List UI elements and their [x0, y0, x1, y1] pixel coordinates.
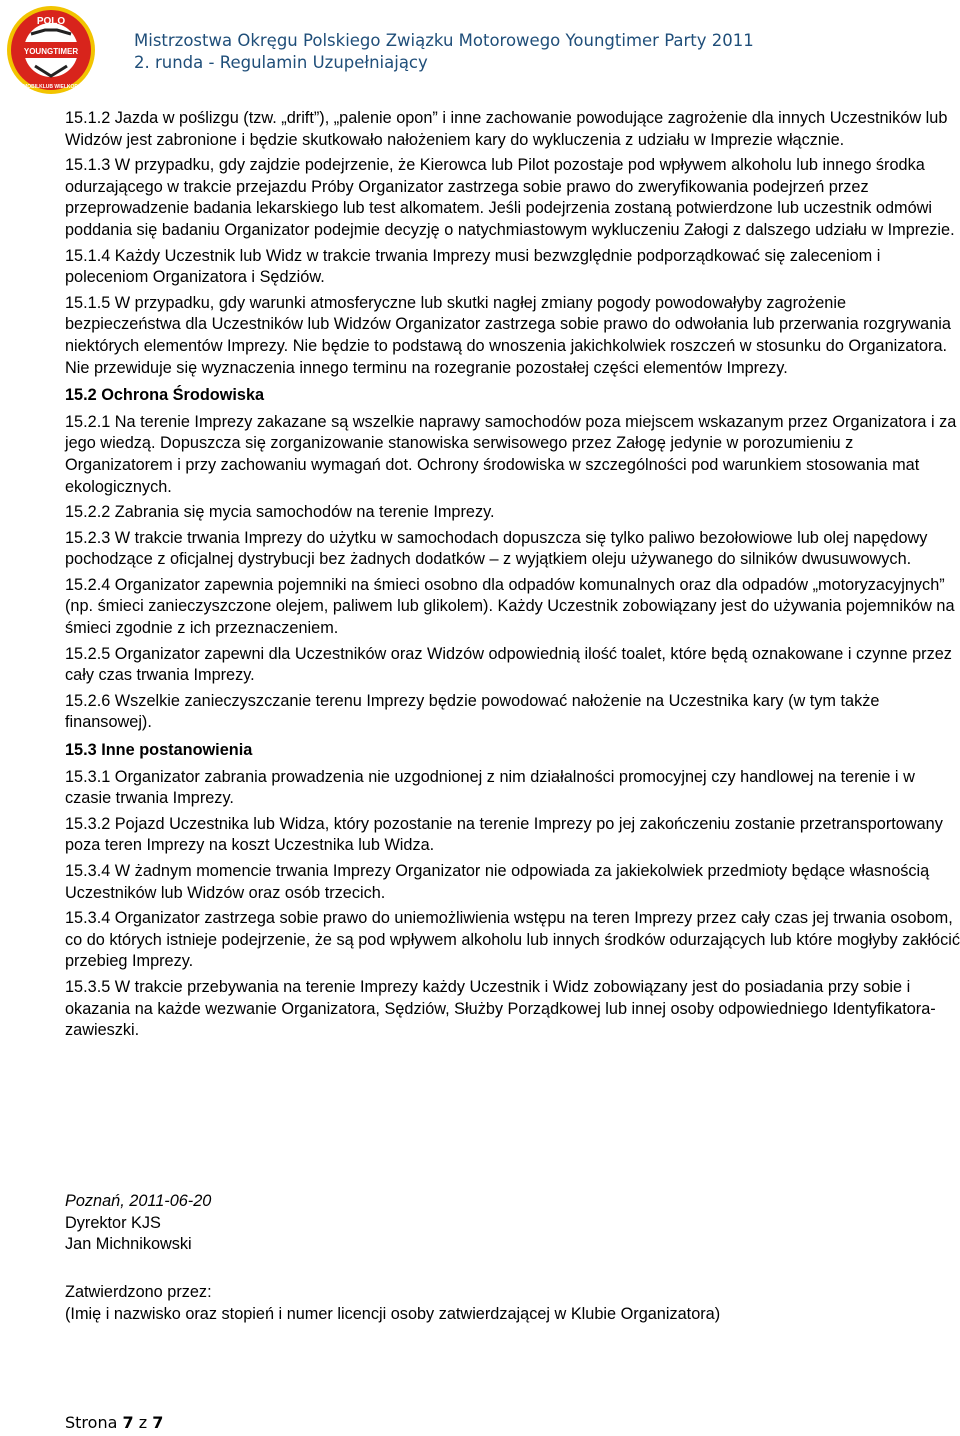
paragraph-15-2-6: 15.2.6 Wszelkie zanieczyszczanie terenu Imprezy będzie powodować nałożenie na Uczestnika kary (w tym także finansowej).	[65, 691, 880, 732]
page-footer	[65, 1413, 163, 1432]
paragraph-15-2-3: 15.2.3 W trakcie trwania Imprezy do użytku w samochodach dopuszcza się tylko paliwo bezołowiowe lub olej napędowy pochodzące z oficjalnej dystrybucji bez żadnych dodatków – z wyjątkiem oleju używanego do silników dwusuwowych.	[65, 528, 928, 569]
approval-text: (Imię i nazwisko oraz stopień i numer licencji osoby zatwierdzającej w Klubie Organizatora)	[65, 1304, 721, 1323]
section-heading-15-3: 15.3 Inne postanowienia	[65, 741, 253, 760]
page-of: z	[138, 1413, 148, 1432]
paragraph-15-2-2: 15.2.2 Zabrania się mycia samochodów na terenie Imprezy.	[65, 503, 495, 522]
header-subtitle: 2. runda - Regulamin Uzupełniający	[134, 53, 428, 72]
document-body	[65, 108, 960, 1046]
page-current: 7	[122, 1413, 134, 1432]
club-logo-graphic	[5, 4, 97, 96]
paragraph-15-3-4a: 15.3.4 W żadnym momencie trwania Imprezy Organizator nie odpowiada za jakiekolwiek przedmioty będące własnością Uczestników lub Widzów oraz osób trzecich.	[65, 862, 930, 902]
paragraph-15-1-5: 15.1.5 W przypadku, gdy warunki atmosferyczne lub skutki nagłej zmiany pogody powodowałyby zagrożenie bezpieczeństwa dla Uczestników lub Widzów Organizator zastrzega sobie prawo do odwołania lub przerwania rozgrywania niektórych elementów Imprezy. Nie będzie to podstawą do wnoszenia jakichkolwiek roszczeń w stosunku do Organizatora. Nie przewiduje się wyznaczenia innego terminu na rozegranie pozostałej części elementów Imprezy.	[65, 293, 951, 377]
logo-middle-text: YOUNGTIMER	[23, 47, 79, 56]
paragraph-15-3-2: 15.3.2 Pojazd Uczestnika lub Widza, który pozostanie na terenie Imprezy po jej zakończeniu zostanie przetransportowany poza teren Imprezy na koszt Uczestnika lub Widza.	[65, 814, 943, 855]
section-heading-15-2: 15.2 Ochrona Środowiska	[65, 386, 265, 405]
page-label: Strona	[65, 1413, 118, 1432]
signature-date: Poznań, 2011-06-20	[65, 1192, 212, 1210]
page-total: 7	[152, 1413, 164, 1432]
paragraph-15-3-5: 15.3.5 W trakcie przebywania na terenie Imprezy każdy Uczestnik i Widz zobowiązany jest do posiadania przy sobie i okazania na każde wezwanie Organizatora, Sędziów, Służby Porządkowej lub innej osoby odpowiedniego Identyfikatora-zawieszki.	[65, 977, 936, 1040]
paragraph-15-3-1: 15.3.1 Organizator zabrania prowadzenia nie uzgodnionej z nim działalności promocyjnej czy handlowej na terenie i w czasie trwania Imprezy.	[65, 767, 915, 808]
signature-block	[65, 1191, 211, 1256]
page-header	[134, 30, 754, 74]
approval-block	[65, 1282, 720, 1325]
paragraph-15-1-3: 15.1.3 W przypadku, gdy zajdzie podejrzenie, że Kierowca lub Pilot pozostaje pod wpływem alkoholu lub innego środka odurzającego w trakcie przejazdu Próby Organizator zastrzega sobie prawo do zweryfikowania podejrzeń przez przeprowadzenie badania lekarskiego lub test alkomatem. Jeśli podejrzenia zostaną potwierdzone lub uczestnik odmówi poddania się badaniu Organizator podejmie decyzję o natychmiastowym wykluczeniu Załogi z dalszego udziału w Imprezie.	[65, 156, 955, 239]
signature-name: Jan Michnikowski	[65, 1235, 192, 1254]
logo-bottom-text: AUTOMOBILKLUB WIELKOPOLSKI	[8, 84, 94, 90]
header-title: Mistrzostwa Okręgu Polskiego Związku Motorowego Youngtimer Party 2011	[134, 31, 754, 50]
paragraph-15-1-2: 15.1.2 Jazda w poślizgu (tzw. „drift”), „palenie opon” i inne zachowanie powodujące zagrożenie dla innych Uczestników lub Widzów jest zabronione i będzie skutkowało nałożeniem kary do wykluczenia z udziału w Imprezie włącznie.	[65, 109, 948, 149]
paragraph-15-1-4: 15.1.4 Każdy Uczestnik lub Widz w trakcie trwania Imprezy musi bezwzględnie podporządkować się zaleceniom i poleceniom Organizatora i Sędziów.	[65, 246, 881, 287]
logo-top-text: POLO	[36, 16, 66, 27]
club-logo	[5, 4, 97, 96]
approval-label: Zatwierdzono przez:	[65, 1283, 212, 1301]
paragraph-15-2-1: 15.2.1 Na terenie Imprezy zakazane są wszelkie naprawy samochodów poza miejscem wskazanym przez Organizatora i za jego wiedzą. Dopuszcza się zorganizowanie stanowiska serwisowego przez Załogę jedynie w porozumieniu z Organizatorem i przy zachowaniu wymagań dot. Ochrony środowiska w szczególności pod warunkiem stosowania mat ekologicznych.	[65, 412, 957, 496]
paragraph-15-2-4: 15.2.4 Organizator zapewnia pojemniki na śmieci osobno dla odpadów komunalnych oraz dla odpadów „motoryzacyjnych” (np. śmieci zanieczyszczone olejem, paliwem lub glikolem). Każdy Uczestnik zobowiązany jest do używania pojemników na śmieci zgodnie z ich przeznaczeniem.	[65, 575, 955, 638]
paragraph-15-3-4b: 15.3.4 Organizator zastrzega sobie prawo do uniemożliwienia wstępu na teren Imprezy przez cały czas jej trwania osobom, co do których istnieje podejrzenie, że są pod wpływem alkoholu lub innych środków odurzających lub które mogłyby zakłócić przebieg Imprezy.	[65, 909, 960, 971]
paragraph-15-2-5: 15.2.5 Organizator zapewni dla Uczestników oraz Widzów odpowiednią ilość toalet, które będą oznakowane i czynne przez cały czas trwania Imprezy.	[65, 644, 952, 685]
signature-role: Dyrektor KJS	[65, 1213, 161, 1232]
